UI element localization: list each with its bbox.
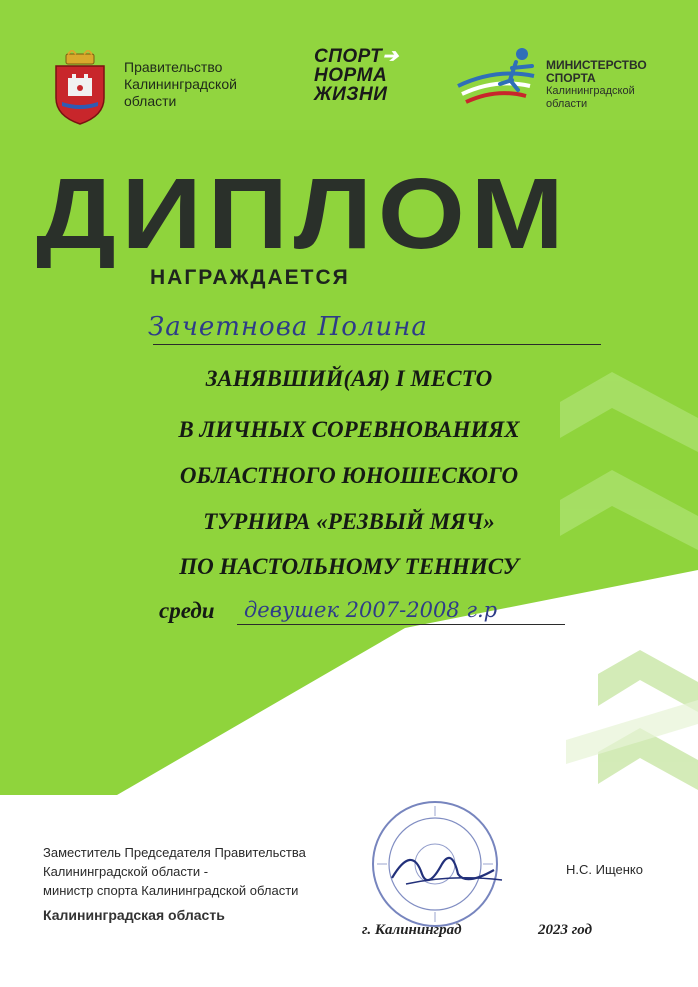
signer-line3: министр спорта Калининградской области bbox=[43, 883, 299, 898]
year-label: 2023 год bbox=[538, 922, 593, 938]
signer-name: Н.С. Ищенко bbox=[566, 862, 643, 877]
signer-line1: Заместитель Председателя Правительства bbox=[43, 845, 306, 860]
winner-name: Зачетнова Полина bbox=[148, 312, 428, 342]
slogan-line2: НОРМА bbox=[314, 65, 388, 86]
age-category: девушек 2007-2008 г.р bbox=[244, 598, 498, 622]
name-underline bbox=[153, 344, 601, 345]
arrow-right-icon: ➔ bbox=[382, 46, 399, 67]
competition-line: В ЛИЧНЫХ СОРЕВНОВАНИЯХ bbox=[178, 417, 520, 442]
ministry-name bbox=[546, 59, 647, 111]
signer-line2: Калининградской области - bbox=[43, 864, 209, 879]
tournament-name-line: ТУРНИРА «РЕЗВЫЙ МЯЧ» bbox=[203, 509, 495, 534]
ministry-line1: МИНИСТЕРСТВО bbox=[546, 58, 647, 72]
among-label: среди bbox=[159, 598, 215, 623]
round-seal-stamp-icon bbox=[362, 794, 508, 934]
slogan-line3: ЖИЗНИ bbox=[314, 84, 388, 105]
signer-position bbox=[43, 843, 306, 900]
slogan-logo bbox=[314, 47, 399, 104]
coat-of-arms-icon bbox=[50, 50, 110, 126]
government-line3: области bbox=[124, 93, 177, 109]
government-name bbox=[124, 59, 274, 110]
region-label: Калининградская область bbox=[43, 907, 225, 923]
awarded-label: НАГРАЖДАЕТСЯ bbox=[150, 266, 350, 289]
ministry-line4: области bbox=[546, 98, 588, 110]
sport-line: ПО НАСТОЛЬНОМУ ТЕННИСУ bbox=[179, 554, 519, 579]
running-figure-icon bbox=[456, 46, 546, 108]
government-line2: Калининградской bbox=[124, 76, 237, 92]
ministry-line3: Калининградской bbox=[546, 85, 635, 97]
slogan-line1: СПОРТ bbox=[314, 46, 383, 67]
ministry-line2: СПОРТА bbox=[546, 71, 596, 85]
tournament-level-line: ОБЛАСТНОГО ЮНОШЕСКОГО bbox=[179, 463, 519, 488]
government-line1: Правительство bbox=[124, 59, 223, 75]
place-line: ЗАНЯВШИЙ(АЯ) I МЕСТО bbox=[205, 366, 493, 391]
category-underline bbox=[237, 624, 565, 625]
city-label: г. Калининград bbox=[362, 922, 462, 938]
diploma-title: ДИПЛОМ bbox=[36, 158, 570, 270]
